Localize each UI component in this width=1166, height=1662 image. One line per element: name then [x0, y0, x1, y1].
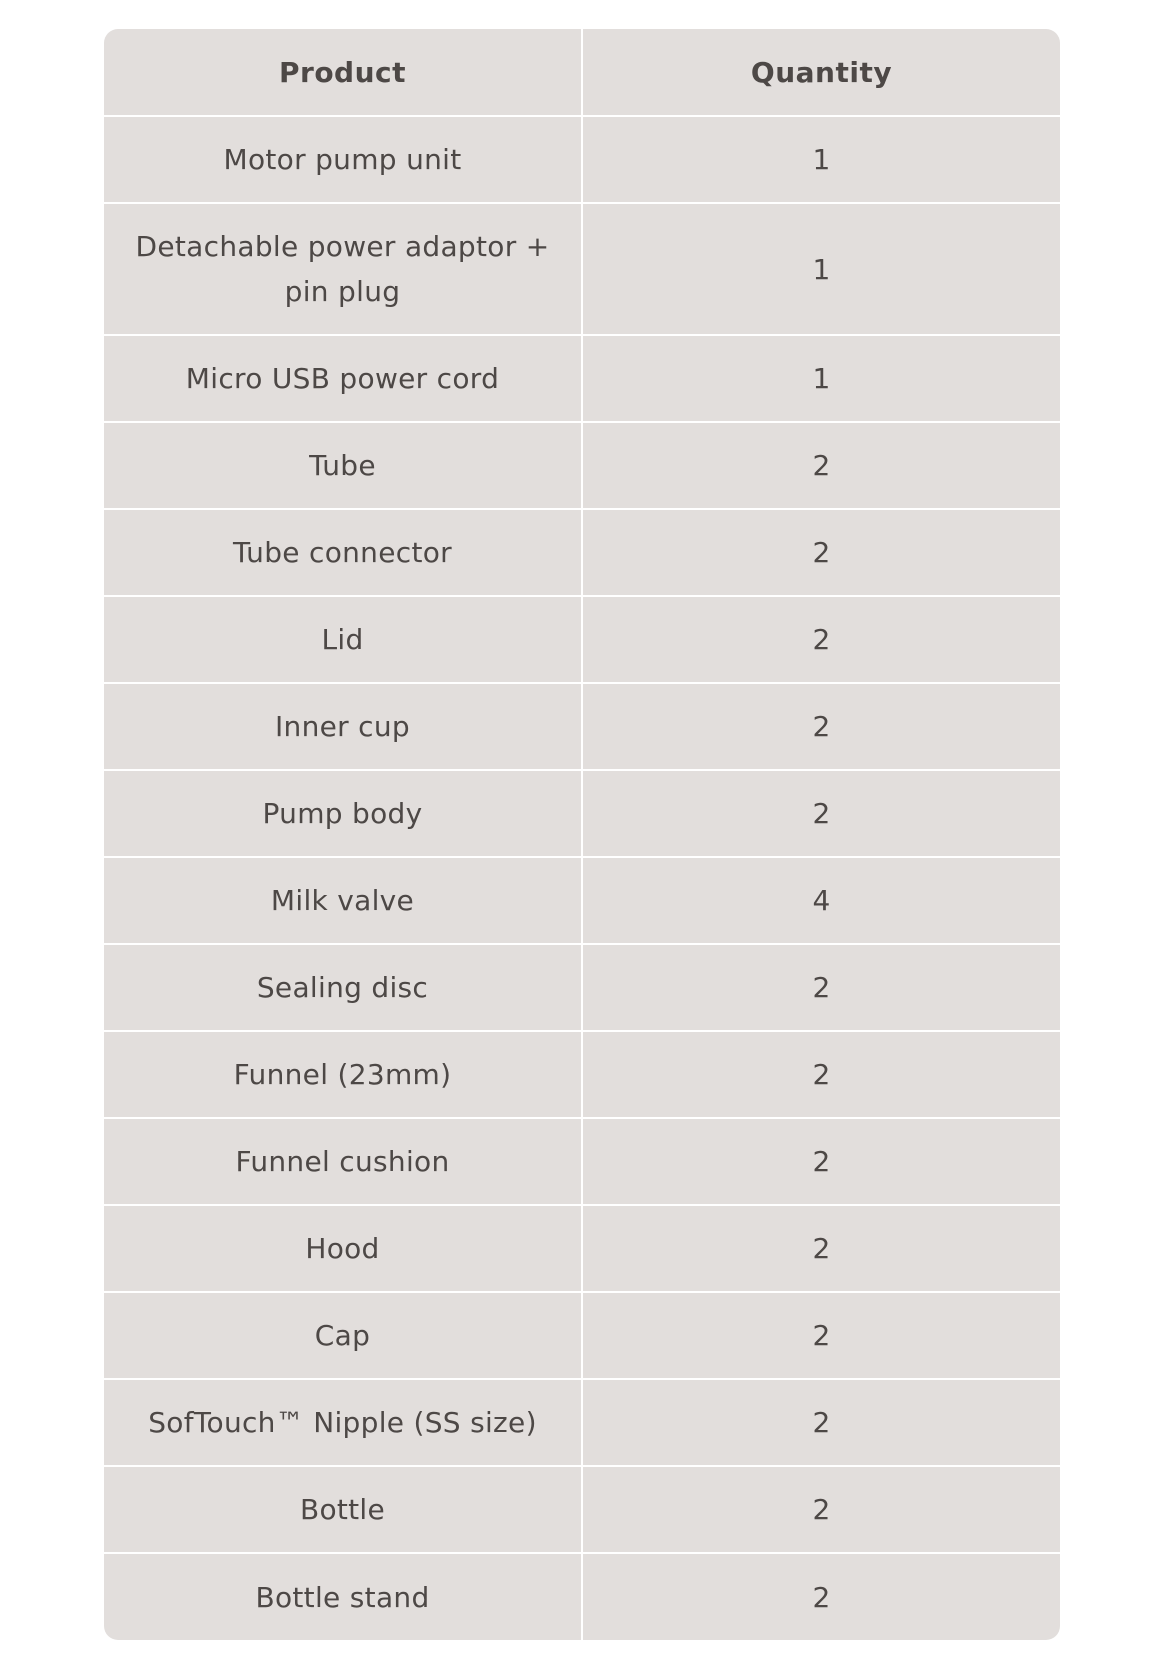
- quantity-cell: 2: [582, 683, 1060, 770]
- table-row: [104, 203, 1060, 335]
- table-row: [104, 422, 1060, 509]
- table-row: [104, 116, 1060, 203]
- quantity-cell: 2: [582, 1292, 1060, 1379]
- table-row: [104, 1292, 1060, 1379]
- quantity-cell: 2: [582, 1379, 1060, 1466]
- table-row: [104, 596, 1060, 683]
- table-body: [104, 116, 1060, 1640]
- product-cell: Bottle: [104, 1466, 582, 1553]
- quantity-cell: 2: [582, 770, 1060, 857]
- quantity-cell: 1: [582, 116, 1060, 203]
- quantity-cell: 2: [582, 1118, 1060, 1205]
- quantity-cell: 2: [582, 422, 1060, 509]
- product-cell: Milk valve: [104, 857, 582, 944]
- quantity-cell: 2: [582, 1031, 1060, 1118]
- table-row: [104, 335, 1060, 422]
- product-cell: Detachable power adaptor + pin plug: [104, 203, 582, 335]
- quantity-cell: 2: [582, 944, 1060, 1031]
- table-row: [104, 944, 1060, 1031]
- header-product: Product: [104, 29, 582, 116]
- product-cell: Pump body: [104, 770, 582, 857]
- table-row: [104, 770, 1060, 857]
- table-row: [104, 1379, 1060, 1466]
- table-header: [104, 29, 1060, 116]
- quantity-cell: 4: [582, 857, 1060, 944]
- product-cell: SofTouch™ Nipple (SS size): [104, 1379, 582, 1466]
- product-cell: Tube: [104, 422, 582, 509]
- product-cell: Sealing disc: [104, 944, 582, 1031]
- product-cell: Tube connector: [104, 509, 582, 596]
- table-row: [104, 857, 1060, 944]
- product-cell: Lid: [104, 596, 582, 683]
- product-cell: Hood: [104, 1205, 582, 1292]
- quantity-cell: 1: [582, 335, 1060, 422]
- product-cell: Micro USB power cord: [104, 335, 582, 422]
- product-quantity-table: [104, 29, 1060, 1640]
- product-cell: Funnel (23mm): [104, 1031, 582, 1118]
- table-row: [104, 1553, 1060, 1640]
- quantity-cell: 2: [582, 596, 1060, 683]
- header-quantity: Quantity: [582, 29, 1060, 116]
- quantity-cell: 2: [582, 509, 1060, 596]
- quantity-cell: 2: [582, 1205, 1060, 1292]
- table-row: [104, 683, 1060, 770]
- product-cell: Motor pump unit: [104, 116, 582, 203]
- product-cell: Funnel cushion: [104, 1118, 582, 1205]
- product-cell: Cap: [104, 1292, 582, 1379]
- product-cell: Inner cup: [104, 683, 582, 770]
- table-row: [104, 509, 1060, 596]
- product-cell: Bottle stand: [104, 1553, 582, 1640]
- quantity-cell: 2: [812, 1580, 831, 1614]
- quantity-cell: 1: [582, 203, 1060, 335]
- table-row: [104, 1118, 1060, 1205]
- contents-table: [104, 29, 1060, 1640]
- header-row: [104, 29, 1060, 116]
- quantity-cell: 2: [582, 1466, 1060, 1553]
- table-row: [104, 1031, 1060, 1118]
- table-row: [104, 1466, 1060, 1553]
- table-row: [104, 1205, 1060, 1292]
